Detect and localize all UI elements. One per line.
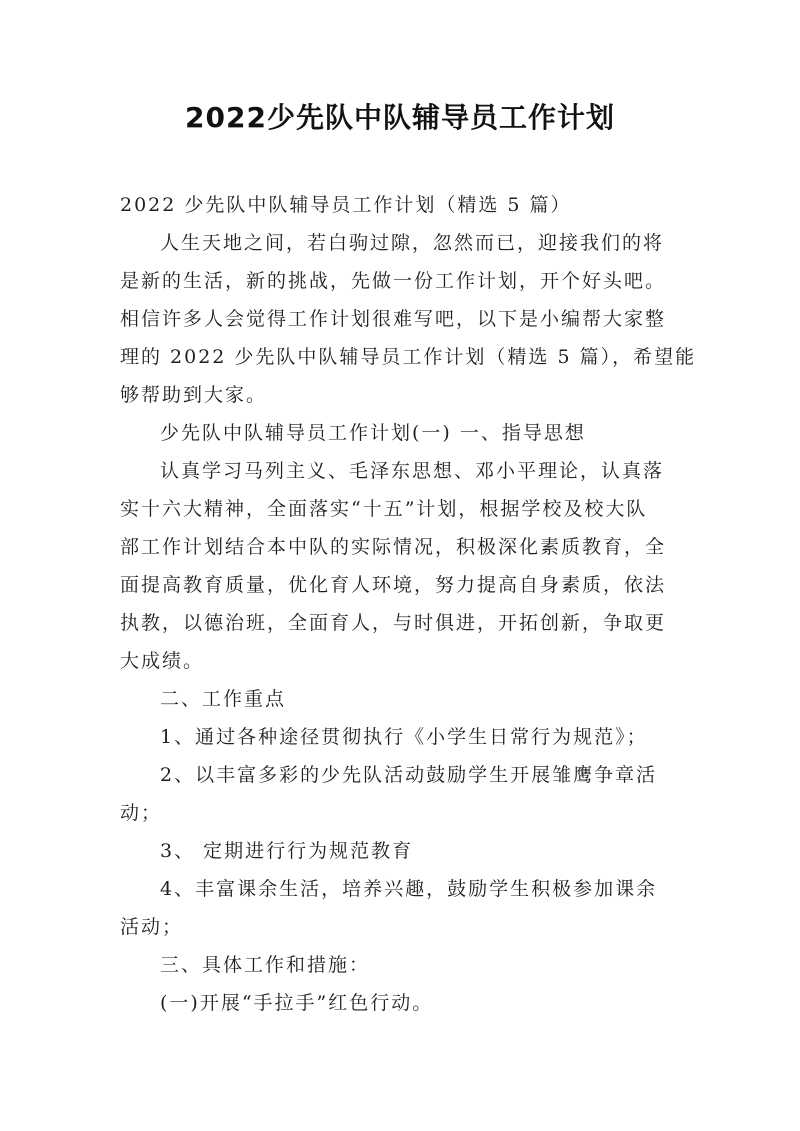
paragraph-line: 大成绩。 <box>120 650 205 672</box>
paragraph-line: 认真学习马列主义、毛泽东思想、邓小平理论，认真落 <box>160 460 665 482</box>
list-item-line: 活动； <box>120 916 184 938</box>
list-item-line: 1、通过各种途径贯彻执行《小学生日常行为规范》； <box>160 726 648 748</box>
paragraph-line: 相信许多人会觉得工作计划很难写吧，以下是小编帮大家整 <box>120 308 667 330</box>
paragraph-line: 执教，以德治班，全面育人，与时俱进，开拓创新，争取更 <box>120 612 667 634</box>
list-item-line: 2、以丰富多彩的少先队活动鼓励学生开展雏鹰争章活 <box>160 764 658 786</box>
list-item-line: 4、丰富课余生活，培养兴趣，鼓励学生积极参加课余 <box>160 878 658 900</box>
subsection-heading-line: (一)开展“手拉手”红色行动。 <box>160 992 434 1014</box>
paragraph-line: 面提高教育质量，优化育人环境，努力提高自身素质，依法 <box>120 574 667 596</box>
paragraph-line: 人生天地之间，若白驹过隙，忽然而已，迎接我们的将 <box>160 232 665 254</box>
list-item-line: 动； <box>120 802 163 824</box>
paragraph-line: 是新的生活，新的挑战，先做一份工作计划，开个好头吧。 <box>120 270 667 292</box>
paragraph-line: 理的 2022 少先队中队辅导员工作计划（精选 5 篇），希望能 <box>120 346 697 368</box>
intro-heading-line: 2022 少先队中队辅导员工作计划（精选 5 篇） <box>120 194 572 216</box>
paragraph-line: 够帮助到大家。 <box>120 384 268 406</box>
list-item-line: 3、 定期进行行为规范教育 <box>160 840 414 862</box>
paragraph-line: 部工作计划结合本中队的实际情况，积极深化素质教育，全 <box>120 536 667 558</box>
paragraph-line: 实十六大精神，全面落实“十五”计划，根据学校及校大队 <box>120 498 648 520</box>
section-heading-line: 少先队中队辅导员工作计划(一) 一、指导思想 <box>160 422 586 444</box>
section-heading-line: 三、具体工作和措施： <box>160 954 371 976</box>
document-title: 2022少先队中队辅导员工作计划 <box>185 101 615 134</box>
section-heading-line: 二、工作重点 <box>160 688 287 710</box>
